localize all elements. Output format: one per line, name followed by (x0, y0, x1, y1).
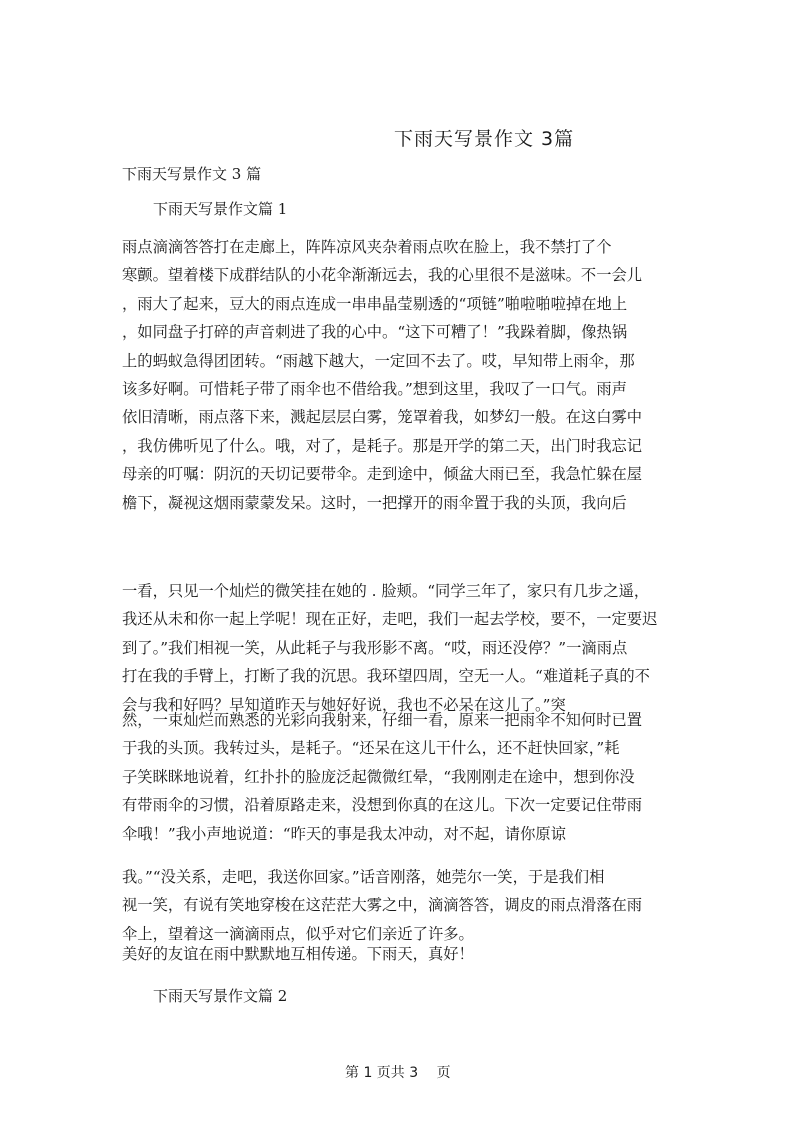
text-line: 有带雨伞的习惯，沿着原路走来，没想到你真的在这儿。下次一定要记住带雨 (122, 796, 643, 815)
text-line: 会与我和好吗？早知道昨天与她好好说，我也不必呆在这儿了。”突 (122, 695, 566, 714)
page-footer: 第 1 页共 3 页 (345, 1065, 451, 1081)
paragraph-block-1 (122, 233, 658, 517)
section-heading-2: 下雨天写景作文篇 2 (153, 987, 288, 1005)
text-line: ，如同盘子打碎的声音刺进了我的心中。“这下可糟了！”我跺着脚，像热锅 (122, 323, 628, 342)
text-line: 寒颤。望着楼下成群结队的小花伞渐渐远去，我的心里很不是滋味。不一会儿 (122, 266, 643, 285)
text-line: 一看，只见一个灿烂的微笑挂在她的 . 脸颊。“同学三年了，家只有几步之遥， (122, 582, 650, 600)
text-line: 雨点滴滴答答打在走廊上，阵阵凉风夹杂着雨点吹在脸上，我不禁打了个 (122, 238, 612, 256)
text-line: 檐下，凝视这烟雨蒙蒙发呆。这时，一把撑开的雨伞置于我的头顶，我向后 (122, 493, 627, 512)
text-line: 伞哦！”我小声地说道：“昨天的事是我太冲动，对不起，请你原谅 (122, 824, 566, 843)
paragraph-block-3 (122, 706, 658, 848)
text-line: 子笑眯眯地说着，红扑扑的脸庞泛起微微红晕，“我刚刚走在途中，想到你没 (122, 767, 635, 786)
text-line: 然，一束灿烂而熟悉的光彩向我射来，仔细一看，原来一把雨伞不知何时已置 (122, 711, 643, 729)
text-line: 打在我的手臂上，打断了我的沉思。我环望四周，空无一人。“难道耗子真的不 (122, 667, 650, 686)
text-line: ，雨大了起来，豆大的雨点连成一串串晶莹剔透的“项链”啪啦啪啦掉在地上 (122, 294, 628, 313)
paragraph-block-4 (122, 863, 658, 948)
text-line: 我还从未和你一起上学呢！现在正好，走吧，我们一起去学校，要不，一定要迟 (122, 610, 658, 629)
paragraph-block-2 (122, 577, 658, 719)
document-subtitle: 下雨天写景作文 3 篇 (122, 165, 262, 183)
page-title: 下雨天写景作文 3篇 (394, 128, 575, 150)
text-line: 视一笑，有说有笑地穿梭在这茫茫大雾之中，滴滴答答，调皮的雨点滑落在雨 (122, 896, 643, 915)
text-line: 依旧清晰，雨点落下来，溅起层层白雾，笼罩着我，如梦幻一般。在这白雾中 (122, 408, 643, 427)
text-line: 母亲的叮嘱：阴沉的天切记要带伞。走到途中，倾盆大雨已至，我急忙躲在屋 (122, 465, 643, 484)
text-line: ，我仿佛听见了什么。哦，对了，是耗子。那是开学的第二天，出门时我忘记 (122, 436, 643, 455)
text-line: 上的蚂蚁急得团团转。“雨越下越大，一定回不去了。哎，早知带上雨伞，那 (122, 351, 635, 370)
text-line: 该多好啊。可惜耗子带了雨伞也不借给我。”想到这里，我叹了一口气。雨声 (122, 380, 627, 399)
paragraph-block-5 (122, 940, 658, 968)
section-heading-1: 下雨天写景作文篇 1 (153, 200, 288, 218)
text-line: 伞上，望着这一滴滴雨点，似乎对它们亲近了许多。 (122, 924, 474, 943)
text-line: 我。”“没关系，走吧，我送你回家。”话音刚落，她莞尔一笑，于是我们相 (122, 868, 605, 886)
text-line: 到了。”我们相视一笑，从此耗子与我形影不离。“哎，雨还没停？”一滴雨点 (122, 638, 628, 657)
text-line: 美好的友谊在雨中默默地互相传递。下雨天，真好！ (122, 945, 474, 963)
text-line: 于我的头顶。我转过头，是耗子。“还呆在这儿干什么，还不赶快回家，”耗 (122, 739, 620, 758)
